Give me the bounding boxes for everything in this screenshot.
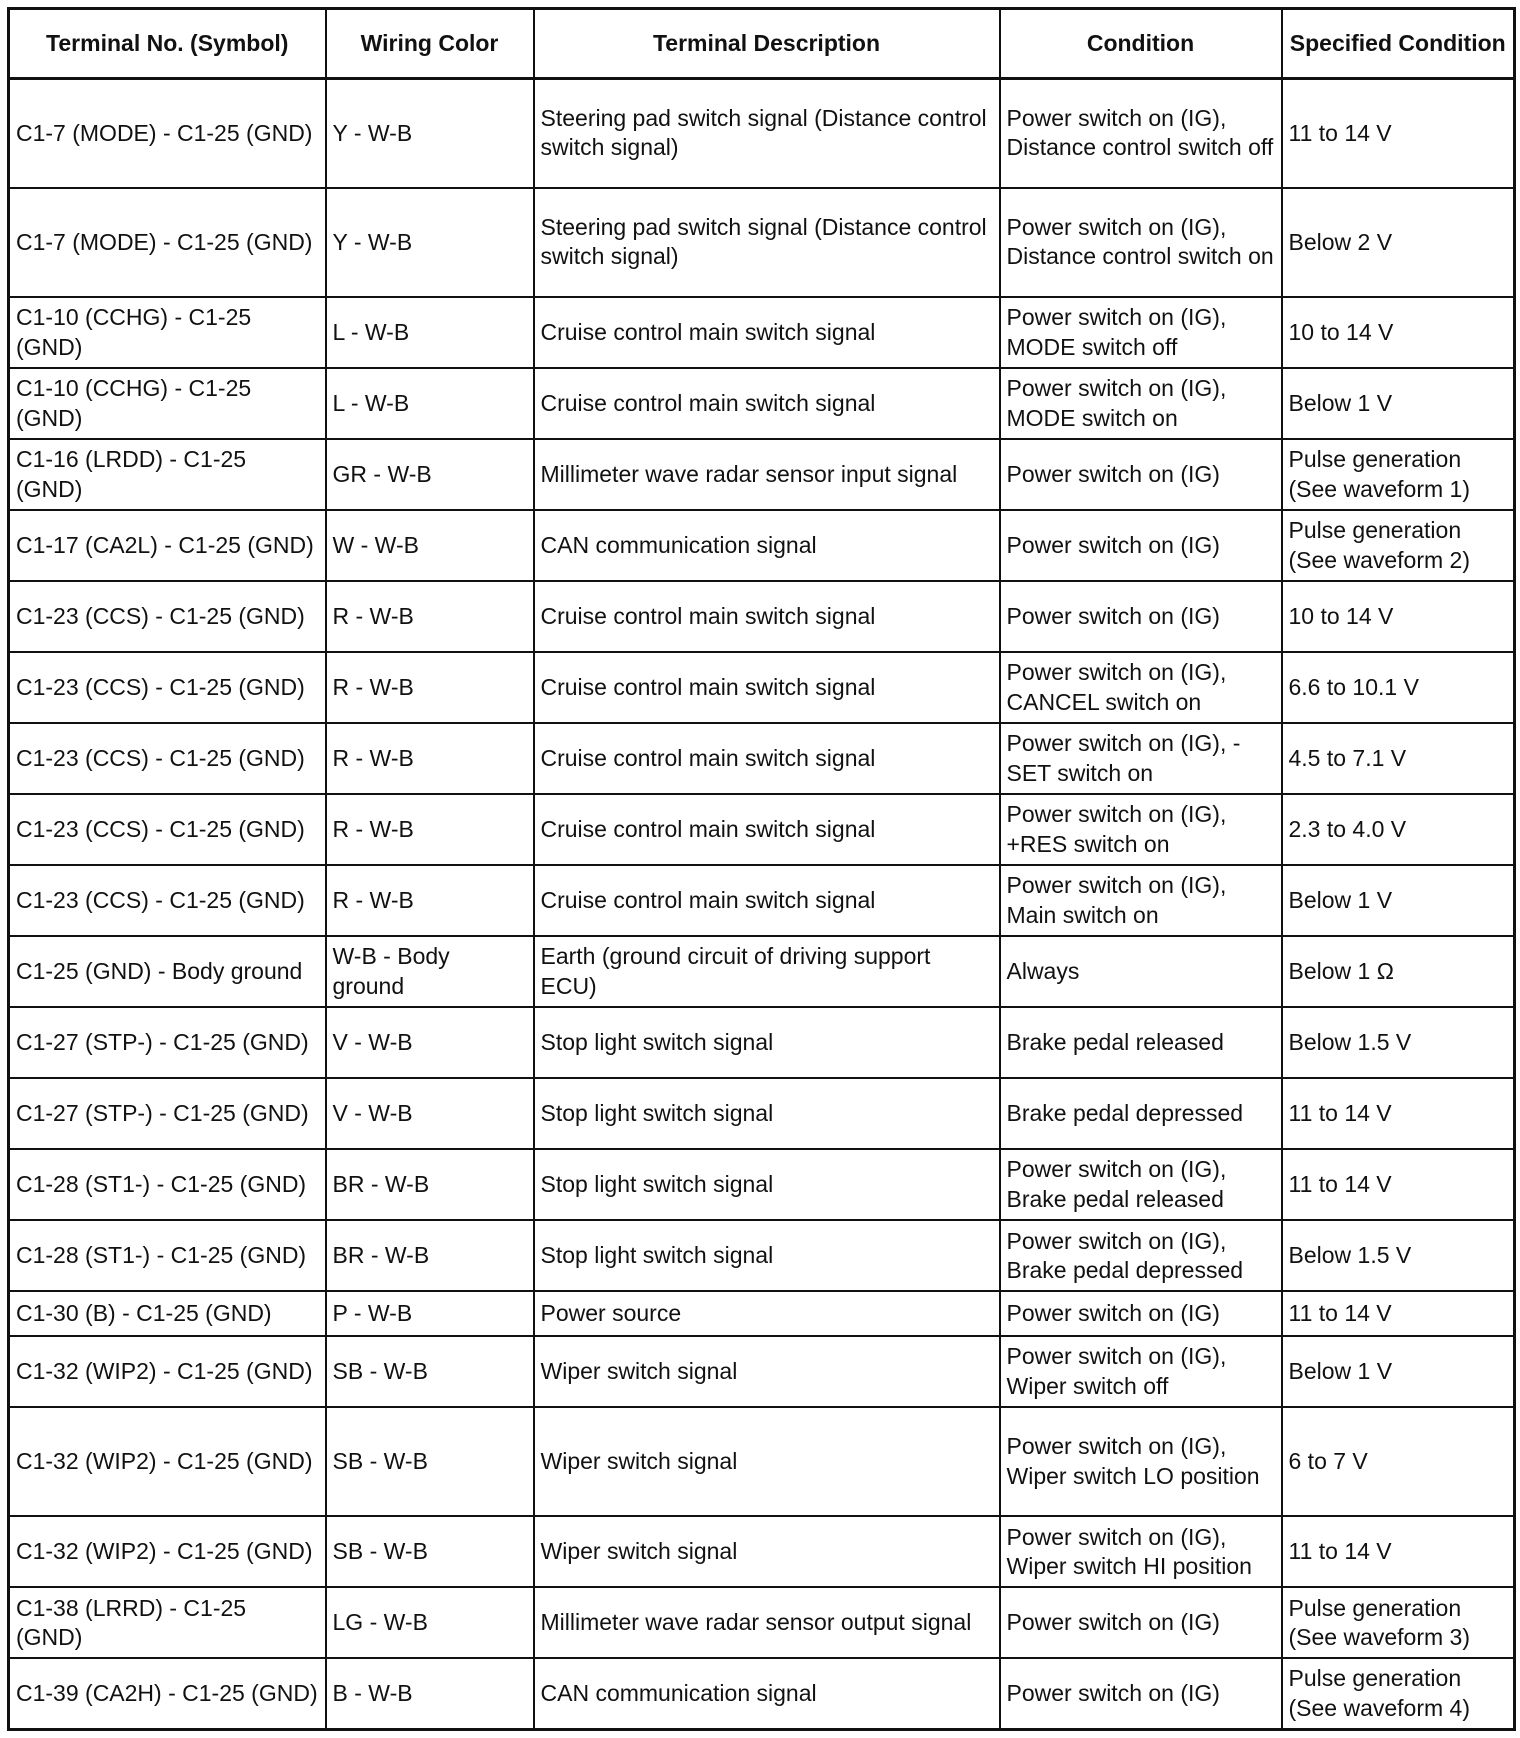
cell-terminal-description: Millimeter wave radar sensor input signal [534, 439, 1000, 510]
cell-specified-condition: 11 to 14 V [1282, 1078, 1515, 1149]
cell-condition: Power switch on (IG), Wiper switch HI position [1000, 1516, 1282, 1587]
cell-terminal-no: C1-10 (CCHG) - C1-25 (GND) [9, 368, 326, 439]
table-row [9, 188, 1515, 297]
cell-terminal-description: Cruise control main switch signal [534, 368, 1000, 439]
cell-terminal-no: C1-38 (LRRD) - C1-25 (GND) [9, 1587, 326, 1658]
cell-wiring-color: L - W-B [326, 368, 534, 439]
cell-terminal-no: C1-16 (LRDD) - C1-25 (GND) [9, 439, 326, 510]
cell-terminal-description: Cruise control main switch signal [534, 652, 1000, 723]
cell-terminal-no: C1-28 (ST1-) - C1-25 (GND) [9, 1149, 326, 1220]
cell-terminal-description: Steering pad switch signal (Distance control switch signal) [534, 188, 1000, 297]
cell-specified-condition: Below 1.5 V [1282, 1220, 1515, 1291]
table-row [9, 652, 1515, 723]
cell-terminal-no: C1-23 (CCS) - C1-25 (GND) [9, 794, 326, 865]
cell-condition: Power switch on (IG), Brake pedal depressed [1000, 1220, 1282, 1291]
cell-wiring-color: R - W-B [326, 581, 534, 652]
cell-wiring-color: Y - W-B [326, 79, 534, 188]
cell-wiring-color: BR - W-B [326, 1149, 534, 1220]
cell-condition: Power switch on (IG), -SET switch on [1000, 723, 1282, 794]
cell-condition: Power switch on (IG) [1000, 510, 1282, 581]
cell-terminal-no: C1-23 (CCS) - C1-25 (GND) [9, 865, 326, 936]
cell-terminal-description: Millimeter wave radar sensor output signal [534, 1587, 1000, 1658]
cell-terminal-description: Cruise control main switch signal [534, 865, 1000, 936]
cell-specified-condition: 11 to 14 V [1282, 1291, 1515, 1336]
cell-terminal-no: C1-32 (WIP2) - C1-25 (GND) [9, 1407, 326, 1516]
cell-terminal-no: C1-25 (GND) - Body ground [9, 936, 326, 1007]
cell-specified-condition: Below 1.5 V [1282, 1007, 1515, 1078]
cell-wiring-color: W - W-B [326, 510, 534, 581]
cell-condition: Power switch on (IG), MODE switch off [1000, 297, 1282, 368]
cell-terminal-description: Steering pad switch signal (Distance control switch signal) [534, 79, 1000, 188]
cell-specified-condition: 11 to 14 V [1282, 79, 1515, 188]
cell-terminal-description: Wiper switch signal [534, 1407, 1000, 1516]
cell-terminal-no: C1-32 (WIP2) - C1-25 (GND) [9, 1516, 326, 1587]
header-specified-condition: Specified Condition [1282, 9, 1515, 79]
cell-terminal-no: C1-30 (B) - C1-25 (GND) [9, 1291, 326, 1336]
table-row [9, 1220, 1515, 1291]
cell-specified-condition: Below 1 V [1282, 865, 1515, 936]
cell-terminal-no: C1-23 (CCS) - C1-25 (GND) [9, 581, 326, 652]
cell-specified-condition: 2.3 to 4.0 V [1282, 794, 1515, 865]
cell-condition: Power switch on (IG), Distance control switch on [1000, 188, 1282, 297]
cell-wiring-color: SB - W-B [326, 1516, 534, 1587]
table-row [9, 1407, 1515, 1516]
cell-condition: Power switch on (IG), Brake pedal released [1000, 1149, 1282, 1220]
cell-wiring-color: SB - W-B [326, 1407, 534, 1516]
table-row [9, 1007, 1515, 1078]
table-row [9, 794, 1515, 865]
cell-terminal-no: C1-27 (STP-) - C1-25 (GND) [9, 1007, 326, 1078]
cell-terminal-description: Earth (ground circuit of driving support ECU) [534, 936, 1000, 1007]
table-row [9, 439, 1515, 510]
cell-condition: Brake pedal depressed [1000, 1078, 1282, 1149]
header-row [9, 9, 1515, 79]
cell-specified-condition: 11 to 14 V [1282, 1516, 1515, 1587]
cell-terminal-description: Cruise control main switch signal [534, 297, 1000, 368]
cell-specified-condition: Pulse generation (See waveform 1) [1282, 439, 1515, 510]
table-row [9, 1336, 1515, 1407]
cell-wiring-color: BR - W-B [326, 1220, 534, 1291]
cell-condition: Power switch on (IG), Distance control switch off [1000, 79, 1282, 188]
cell-condition: Power switch on (IG), +RES switch on [1000, 794, 1282, 865]
cell-condition: Power switch on (IG), MODE switch on [1000, 368, 1282, 439]
cell-condition: Power switch on (IG) [1000, 581, 1282, 652]
table-row [9, 1078, 1515, 1149]
table-row [9, 368, 1515, 439]
cell-specified-condition: Below 2 V [1282, 188, 1515, 297]
cell-terminal-no: C1-7 (MODE) - C1-25 (GND) [9, 79, 326, 188]
cell-condition: Power switch on (IG), Main switch on [1000, 865, 1282, 936]
cell-terminal-description: Cruise control main switch signal [534, 723, 1000, 794]
cell-specified-condition: Below 1 V [1282, 1336, 1515, 1407]
cell-wiring-color: W-B - Body ground [326, 936, 534, 1007]
cell-terminal-description: Cruise control main switch signal [534, 794, 1000, 865]
cell-terminal-no: C1-17 (CA2L) - C1-25 (GND) [9, 510, 326, 581]
cell-condition: Brake pedal released [1000, 1007, 1282, 1078]
cell-wiring-color: L - W-B [326, 297, 534, 368]
cell-wiring-color: R - W-B [326, 865, 534, 936]
cell-wiring-color: P - W-B [326, 1291, 534, 1336]
header-wiring-color: Wiring Color [326, 9, 534, 79]
cell-wiring-color: V - W-B [326, 1007, 534, 1078]
cell-terminal-description: Stop light switch signal [534, 1078, 1000, 1149]
table-body [9, 79, 1515, 1730]
cell-condition: Power switch on (IG), Wiper switch off [1000, 1336, 1282, 1407]
header-condition: Condition [1000, 9, 1282, 79]
cell-terminal-description: Wiper switch signal [534, 1516, 1000, 1587]
cell-terminal-description: Cruise control main switch signal [534, 581, 1000, 652]
table-row [9, 297, 1515, 368]
cell-specified-condition: 10 to 14 V [1282, 297, 1515, 368]
table-row [9, 581, 1515, 652]
cell-wiring-color: R - W-B [326, 794, 534, 865]
cell-specified-condition: Below 1 V [1282, 368, 1515, 439]
cell-specified-condition: Below 1 Ω [1282, 936, 1515, 1007]
cell-terminal-no: C1-23 (CCS) - C1-25 (GND) [9, 652, 326, 723]
cell-specified-condition: 4.5 to 7.1 V [1282, 723, 1515, 794]
cell-wiring-color: Y - W-B [326, 188, 534, 297]
cell-condition: Power switch on (IG), CANCEL switch on [1000, 652, 1282, 723]
cell-specified-condition: Pulse generation (See waveform 3) [1282, 1587, 1515, 1658]
cell-terminal-no: C1-39 (CA2H) - C1-25 (GND) [9, 1658, 326, 1729]
header-terminal-description: Terminal Description [534, 9, 1000, 79]
cell-terminal-description: CAN communication signal [534, 1658, 1000, 1729]
cell-terminal-no: C1-7 (MODE) - C1-25 (GND) [9, 188, 326, 297]
cell-condition: Always [1000, 936, 1282, 1007]
cell-condition: Power switch on (IG) [1000, 1587, 1282, 1658]
table-row [9, 79, 1515, 188]
table-row [9, 723, 1515, 794]
cell-terminal-no: C1-10 (CCHG) - C1-25 (GND) [9, 297, 326, 368]
cell-terminal-description: Stop light switch signal [534, 1007, 1000, 1078]
cell-terminal-no: C1-28 (ST1-) - C1-25 (GND) [9, 1220, 326, 1291]
header-terminal-no: Terminal No. (Symbol) [9, 9, 326, 79]
cell-wiring-color: R - W-B [326, 652, 534, 723]
cell-specified-condition: Pulse generation (See waveform 4) [1282, 1658, 1515, 1729]
cell-condition: Power switch on (IG) [1000, 439, 1282, 510]
cell-wiring-color: R - W-B [326, 723, 534, 794]
cell-specified-condition: 6 to 7 V [1282, 1407, 1515, 1516]
terminal-spec-table [7, 7, 1516, 1731]
cell-terminal-no: C1-23 (CCS) - C1-25 (GND) [9, 723, 326, 794]
cell-terminal-description: Power source [534, 1291, 1000, 1336]
table-row [9, 1149, 1515, 1220]
table-row [9, 936, 1515, 1007]
cell-terminal-description: Stop light switch signal [534, 1220, 1000, 1291]
cell-specified-condition: 10 to 14 V [1282, 581, 1515, 652]
cell-terminal-description: CAN communication signal [534, 510, 1000, 581]
cell-terminal-no: C1-27 (STP-) - C1-25 (GND) [9, 1078, 326, 1149]
cell-wiring-color: LG - W-B [326, 1587, 534, 1658]
cell-terminal-no: C1-32 (WIP2) - C1-25 (GND) [9, 1336, 326, 1407]
table-row [9, 1587, 1515, 1658]
table-row [9, 865, 1515, 936]
cell-wiring-color: SB - W-B [326, 1336, 534, 1407]
cell-terminal-description: Wiper switch signal [534, 1336, 1000, 1407]
cell-condition: Power switch on (IG), Wiper switch LO position [1000, 1407, 1282, 1516]
cell-wiring-color: B - W-B [326, 1658, 534, 1729]
table-row [9, 1516, 1515, 1587]
cell-wiring-color: V - W-B [326, 1078, 534, 1149]
cell-specified-condition: Pulse generation (See waveform 2) [1282, 510, 1515, 581]
cell-condition: Power switch on (IG) [1000, 1291, 1282, 1336]
cell-specified-condition: 11 to 14 V [1282, 1149, 1515, 1220]
table-row [9, 1658, 1515, 1729]
cell-condition: Power switch on (IG) [1000, 1658, 1282, 1729]
cell-terminal-description: Stop light switch signal [534, 1149, 1000, 1220]
cell-wiring-color: GR - W-B [326, 439, 534, 510]
cell-specified-condition: 6.6 to 10.1 V [1282, 652, 1515, 723]
table-row [9, 510, 1515, 581]
table-row [9, 1291, 1515, 1336]
